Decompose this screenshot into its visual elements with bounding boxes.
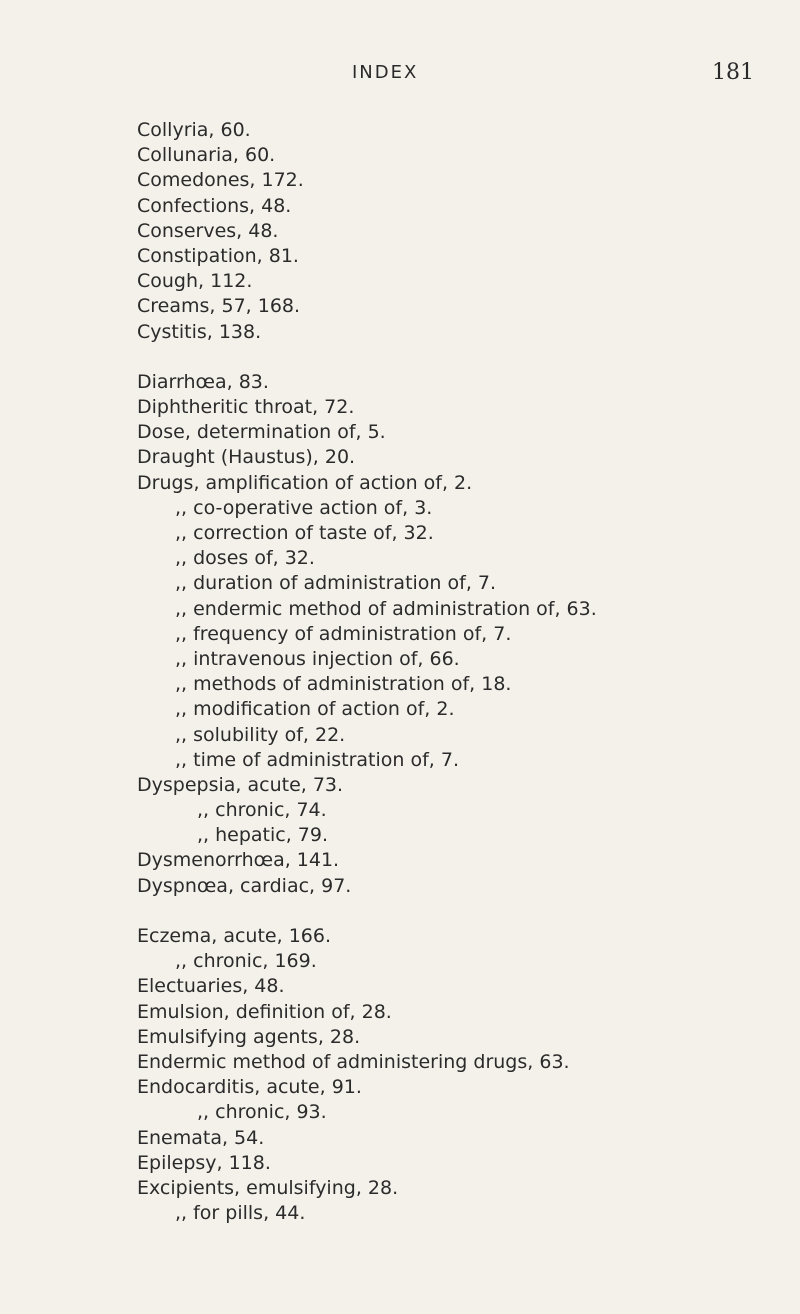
index-entry: Emulsifying agents, 28.	[137, 1025, 361, 1048]
index-subentry: ,, methods of administration of, 18.	[175, 673, 512, 696]
running-title: INDEX	[352, 62, 419, 83]
index-entry: Electuaries, 48.	[137, 975, 285, 998]
index-subentry: ,, intravenous injection of, 66.	[175, 647, 460, 670]
index-subentry: ,, correction of taste of, 32.	[175, 522, 434, 544]
index-entry: Collyria, 60.	[137, 119, 251, 141]
index-entry: Drugs, amplification of action of, 2.	[137, 471, 473, 494]
index-entry: Endocarditis, acute, 91.	[137, 1076, 362, 1099]
page-number: 181	[712, 60, 754, 85]
section-gap	[137, 345, 777, 370]
index-entry: Diarrhœa, 83.	[137, 370, 269, 393]
index-entry: Draught (Haustus), 20.	[137, 446, 356, 469]
index-entry: Cough, 112.	[137, 270, 253, 293]
index-entry: Eczema, acute, 166.	[137, 925, 331, 947]
index-subentry: ,, co-operative action of, 3.	[175, 496, 433, 519]
index-entry: Dose, determination of, 5.	[137, 421, 386, 444]
index-subentry: ,, time of administration of, 7.	[175, 748, 460, 771]
index-subentry: ,, chronic, 74.	[197, 799, 327, 822]
index-subentry: ,, chronic, 93.	[197, 1101, 327, 1124]
index-entry: Dysmenorrhœa, 141.	[137, 849, 340, 872]
index-entry: Cystitis, 138.	[137, 320, 262, 343]
index-entry: Constipation, 81.	[137, 244, 299, 267]
index-entry: Creams, 57, 168.	[137, 295, 301, 318]
index-entry: Dyspnœa, cardiac, 97.	[137, 874, 352, 897]
index-subentry: ,, chronic, 169.	[175, 950, 317, 973]
index-list	[137, 118, 777, 1226]
index-subentry: ,, duration of administration of, 7.	[175, 572, 497, 595]
index-entry: Endermic method of administering drugs, 63.	[137, 1050, 570, 1073]
index-entry: Emulsion, definition of, 28.	[137, 1000, 392, 1023]
index-subentry: ,, solubility of, 22.	[175, 723, 346, 746]
index-subentry: ,, endermic method of administration of, 63.	[175, 597, 597, 620]
index-subentry: ,, frequency of administration of, 7.	[175, 622, 512, 645]
index-subentry: ,, for pills, 44.	[175, 1202, 306, 1225]
running-head	[0, 62, 800, 92]
section-gap	[137, 899, 777, 924]
index-subentry: ,, modification of action of, 2.	[175, 698, 455, 721]
index-entry: Collunaria, 60.	[137, 144, 276, 167]
index-entry: Enemata, 54.	[137, 1126, 265, 1149]
index-entry: Dyspepsia, acute, 73.	[137, 773, 344, 796]
index-subentry: ,, hepatic, 79.	[197, 824, 329, 847]
index-entry: Diphtheritic throat, 72.	[137, 396, 355, 419]
index-entry: Confections, 48.	[137, 194, 292, 217]
index-entry: Conserves, 48.	[137, 219, 279, 242]
index-subentry: ,, doses of, 32.	[175, 547, 315, 570]
index-entry: Epilepsy, 118.	[137, 1151, 271, 1174]
index-entry: Comedones, 172.	[137, 169, 304, 192]
index-entry: Excipients, emulsifying, 28.	[137, 1176, 399, 1199]
